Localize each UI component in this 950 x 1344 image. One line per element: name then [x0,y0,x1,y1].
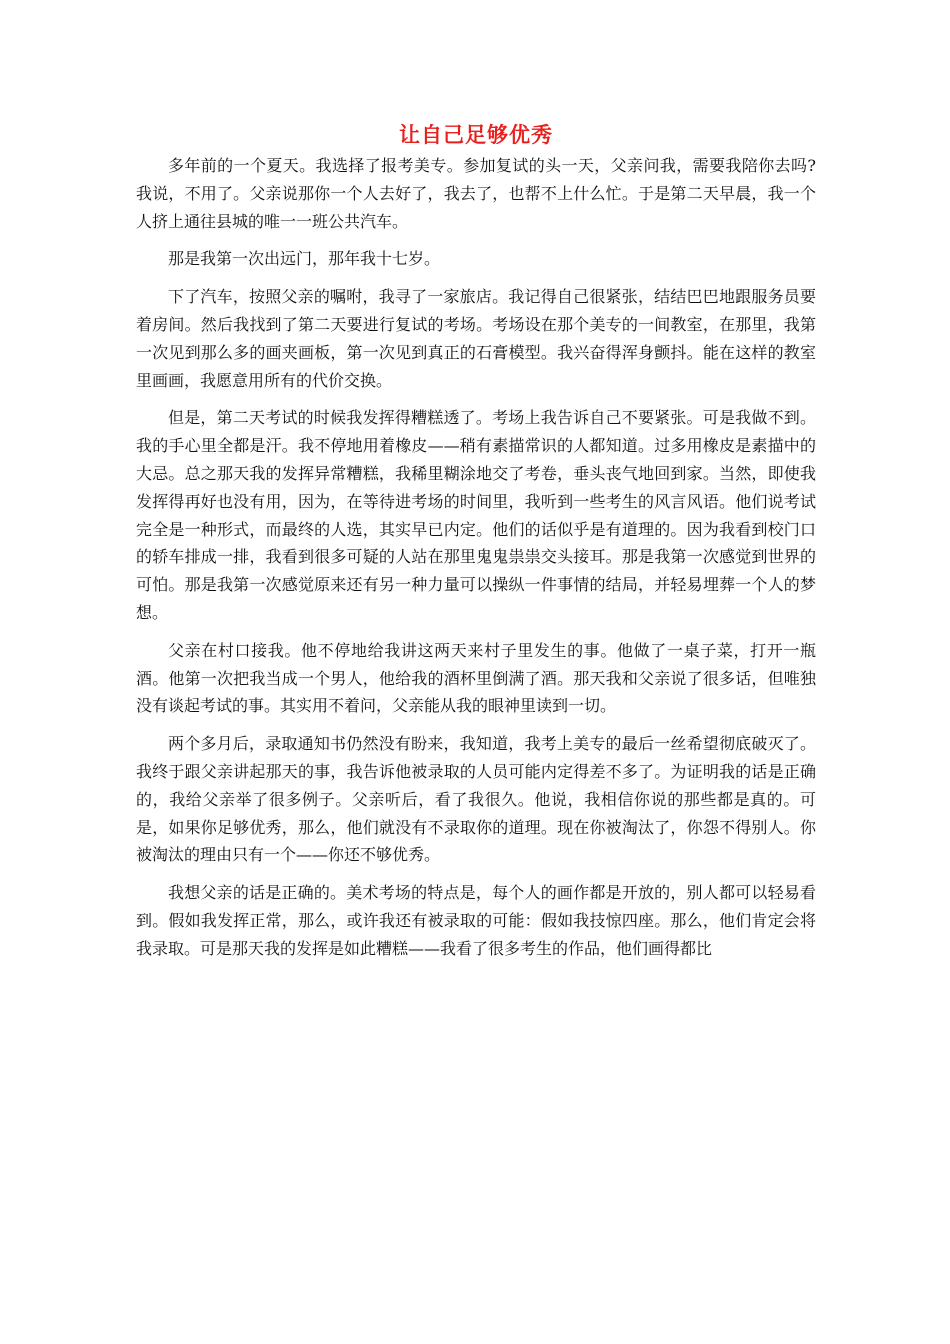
paragraph-7: 我想父亲的话是正确的。美术考场的特点是，每个人的画作都是开放的，别人都可以轻易看到。假如我发挥正常，那么，或许我还有被录取的可能：假如我技惊四座。那么，他们肯定会将我录取。可是那天我的发挥是如此糟糕——我看了很多考生的作品，他们画得都比 [136,883,816,958]
document-title: 让自己足够优秀 [399,122,553,147]
paragraph-1: 多年前的一个夏天。我选择了报考美专。参加复试的头一天，父亲问我，需要我陪你去吗?我说，不用了。父亲说那你一个人去好了，我去了，也帮不上什么忙。于是第二天早晨，我一个人挤上通往县城的唯一一班公共汽车。 [136,156,816,231]
document-page [136,118,816,973]
paragraph-4: 但是，第二天考试的时候我发挥得糟糕透了。考场上我告诉自己不要紧张。可是我做不到。我的手心里全都是汗。我不停地用着橡皮——稍有素描常识的人都知道。过多用橡皮是素描中的大忌。总之那天我的发挥异常糟糕，我稀里糊涂地交了考卷，垂头丧气地回到家。当然，即使我发挥得再好也没有用，因为，在等待进考场的时间里，我听到一些考生的风言风语。他们说考试完全是一种形式，而最终的人选，其实早已内定。他们的话似乎是有道理的。因为我看到校门口的轿车排成一排，我看到很多可疑的人站在那里鬼鬼祟祟交头接耳。那是我第一次感觉到世界的可怕。那是我第一次感觉原来还有另一种力量可以操纵一件事情的结局，并轻易埋葬一个人的梦想。 [136,408,816,622]
paragraph-3: 下了汽车，按照父亲的嘱咐，我寻了一家旅店。我记得自己很紧张，结结巴巴地跟服务员要着房间。然后我找到了第二天要进行复试的考场。考场设在那个美专的一间教室，在那里，我第一次见到那么多的画夹画板，第一次见到真正的石膏模型。我兴奋得浑身颤抖。能在这样的教室里画画，我愿意用所有的代价交换。 [136,287,816,390]
paragraph-6: 两个多月后，录取通知书仍然没有盼来，我知道，我考上美专的最后一丝希望彻底破灭了。我终于跟父亲讲起那天的事，我告诉他被录取的人员可能内定得差不多了。为证明我的话是正确的，我给父亲举了很多例子。父亲听后，看了我很久。他说，我相信你说的那些都是真的。可是，如果你足够优秀，那么，他们就没有不录取你的道理。现在你被淘汰了，你怨不得别人。你被淘汰的理由只有一个——你还不够优秀。 [136,734,816,865]
paragraph-2: 那是我第一次出远门，那年我十七岁。 [168,249,441,269]
paragraph-5: 父亲在村口接我。他不停地给我讲这两天来村子里发生的事。他做了一桌子菜，打开一瓶酒。他第一次把我当成一个男人，他给我的酒杯里倒满了酒。那天我和父亲说了很多话，但唯独没有谈起考试的事。其实用不着问，父亲能从我的眼神里读到一切。 [136,640,816,716]
